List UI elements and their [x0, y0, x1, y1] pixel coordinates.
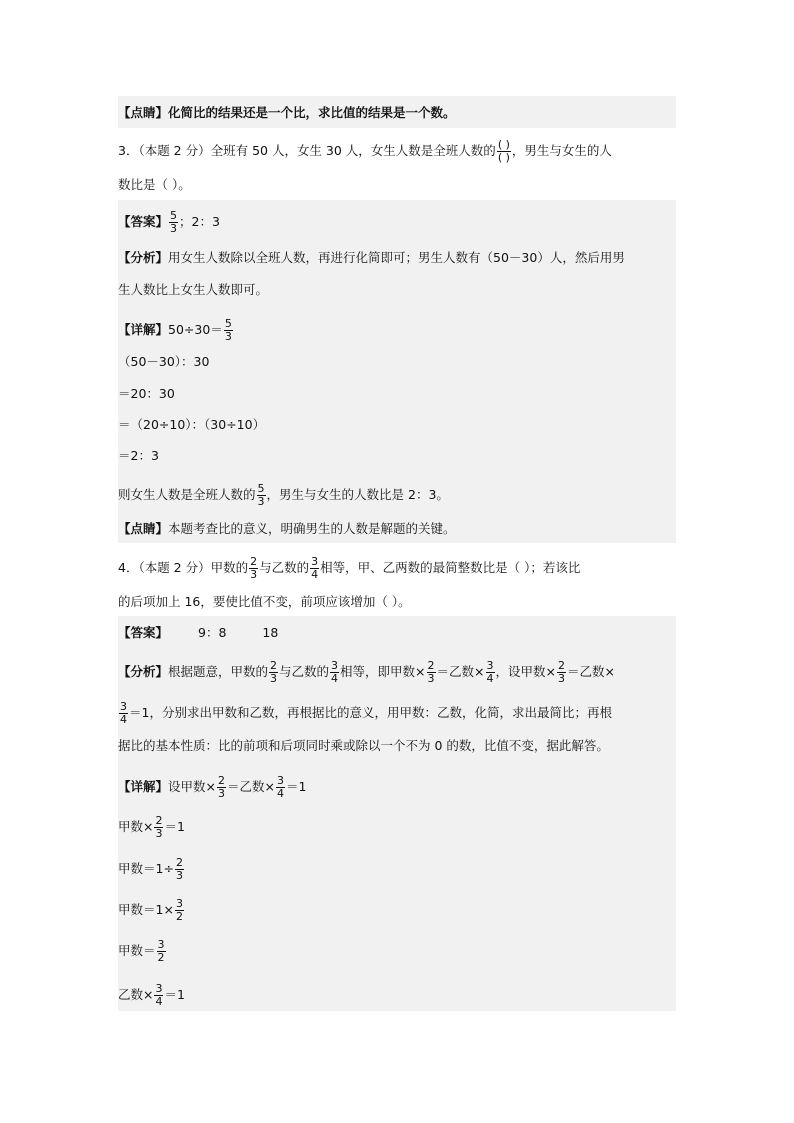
q4-an-fraction-1: $\frac{2}{3}$	[270, 659, 278, 685]
q4-d2-b: ＝1	[164, 819, 185, 834]
q4-stem-fraction-2: $\frac{3}{4}$	[311, 555, 319, 581]
q3-conclusion-fraction: $\frac{5}{3}$	[257, 482, 265, 508]
q4-d6-a: 乙数×	[118, 987, 154, 1002]
q4-answer-2: 18	[262, 625, 279, 640]
q3-blank-fraction: $\frac{( )}{( )}$	[497, 138, 510, 164]
q4-d6-fraction: $\frac{3}{4}$	[155, 982, 163, 1008]
q4-d6-b: ＝1	[164, 987, 185, 1002]
q4-d1-a: 设甲数×	[168, 779, 216, 794]
q3-detail-2: （50－30）：30	[118, 354, 210, 369]
q4-an2-a: ＝1，分别求出甲数和乙数，再根据比的意义，用甲数：乙数，化简，求出最简比；再根	[129, 705, 612, 720]
q4-an-fraction-2: $\frac{3}{4}$	[331, 659, 339, 685]
q3-detail-4: ＝（20÷10）：（30÷10）	[118, 417, 266, 432]
q3-stem-c: 数比是（ ）。	[118, 177, 191, 192]
detail-tag: 【详解】	[118, 779, 169, 794]
q4-d1-fraction-2: $\frac{3}{4}$	[276, 774, 284, 800]
q4-an-fraction-3: $\frac{2}{3}$	[427, 659, 435, 685]
answer-tag: 【答案】	[118, 625, 169, 640]
q4-d2-a: 甲数×	[118, 819, 154, 834]
q4-d3-fraction: $\frac{2}{3}$	[175, 856, 183, 882]
q4-d2-fraction: $\frac{2}{3}$	[155, 814, 163, 840]
q4-d3-a: 甲数＝1÷	[118, 861, 174, 876]
q4-d1-fraction-1: $\frac{2}{3}$	[218, 774, 225, 800]
q4-d4-a: 甲数＝1×	[118, 902, 174, 917]
q4-d5-fraction: $\frac{3}{2}$	[157, 938, 165, 964]
q4-an-fraction-5: $\frac{2}{3}$	[558, 659, 565, 685]
q4-stem-b: 与乙数的	[259, 560, 310, 575]
dianjing-tag: 【点睛】	[118, 521, 169, 536]
q4-d5-a: 甲数＝	[118, 943, 156, 958]
q3-conclusion-a: 则女生人数是全班人数的	[118, 487, 256, 502]
analysis-tag: 【分析】	[118, 664, 169, 679]
q4-answer-1: 9：8	[198, 625, 227, 640]
q4-d4-fraction: $\frac{3}{2}$	[175, 897, 183, 923]
q3-detail-fraction: $\frac{5}{3}$	[224, 317, 232, 343]
q4-an3: 据比的基本性质：比的前项和后项同时乘或除以一个不为 0 的数，比值不变，据此解答。	[118, 738, 609, 753]
q3-detail-5: ＝2：3	[118, 448, 159, 463]
q4-stem-d: 的后项加上 16，要使比值不变，前项应该增加（ ）。	[118, 594, 411, 609]
q4-an1-e: ，设甲数×	[495, 664, 556, 679]
analysis-tag: 【分析】	[118, 250, 169, 265]
q4-an1-d: ＝乙数×	[436, 664, 485, 679]
q4-an1-f: ＝乙数×	[567, 664, 615, 679]
q4-d1-c: ＝1	[285, 779, 307, 794]
q3-answer-rest: ；2：3	[179, 214, 220, 229]
q3-stem-b: ，男生与女生的人	[511, 143, 612, 158]
answer-tag: 【答案】	[118, 214, 169, 229]
q3-conclusion-b: ，男生与女生的人数比是 2：3。	[266, 487, 449, 502]
q3-dianjing-text: 本题考查比的意义，明确男生的人数是解题的关键。	[168, 521, 456, 536]
q3-analysis-1: 用女生人数除以全班人数，再进行化简即可；男生人数有（50－30）人，然后用男	[168, 250, 625, 265]
dianjing-text: 化简比的结果还是一个比，求比值的结果是一个数。	[168, 105, 456, 120]
q4-an1-a: 根据题意，甲数的	[168, 664, 269, 679]
q4-stem-fraction-1: $\frac{2}{3}$	[250, 555, 258, 581]
q4-an-fraction-6: $\frac{3}{4}$	[120, 700, 127, 726]
detail-tag: 【详解】	[118, 322, 169, 337]
q3-detail-3: ＝20：30	[118, 386, 175, 401]
q3-analysis-2: 生人数比上女生人数即可。	[118, 282, 269, 297]
q4-stem-a: 4．（本题 2 分）甲数的	[118, 560, 249, 575]
q4-an1-b: 与乙数的	[279, 664, 330, 679]
q4-an-fraction-4: $\frac{3}{4}$	[486, 659, 494, 685]
q3-detail-1: 50÷30＝	[168, 322, 223, 337]
q3-stem-a: 3．（本题 2 分）全班有 50 人，女生 30 人，女生人数是全班人数的	[118, 143, 496, 158]
dianjing-tag: 【点睛】	[118, 105, 169, 120]
q4-stem-c: 相等，甲、乙两数的最简整数比是（ ）；若该比	[320, 560, 581, 575]
q3-answer-fraction: $\frac{5}{3}$	[170, 209, 178, 235]
q4-an1-c: 相等，即甲数×	[340, 664, 426, 679]
q4-d1-b: ＝乙数×	[227, 779, 275, 794]
